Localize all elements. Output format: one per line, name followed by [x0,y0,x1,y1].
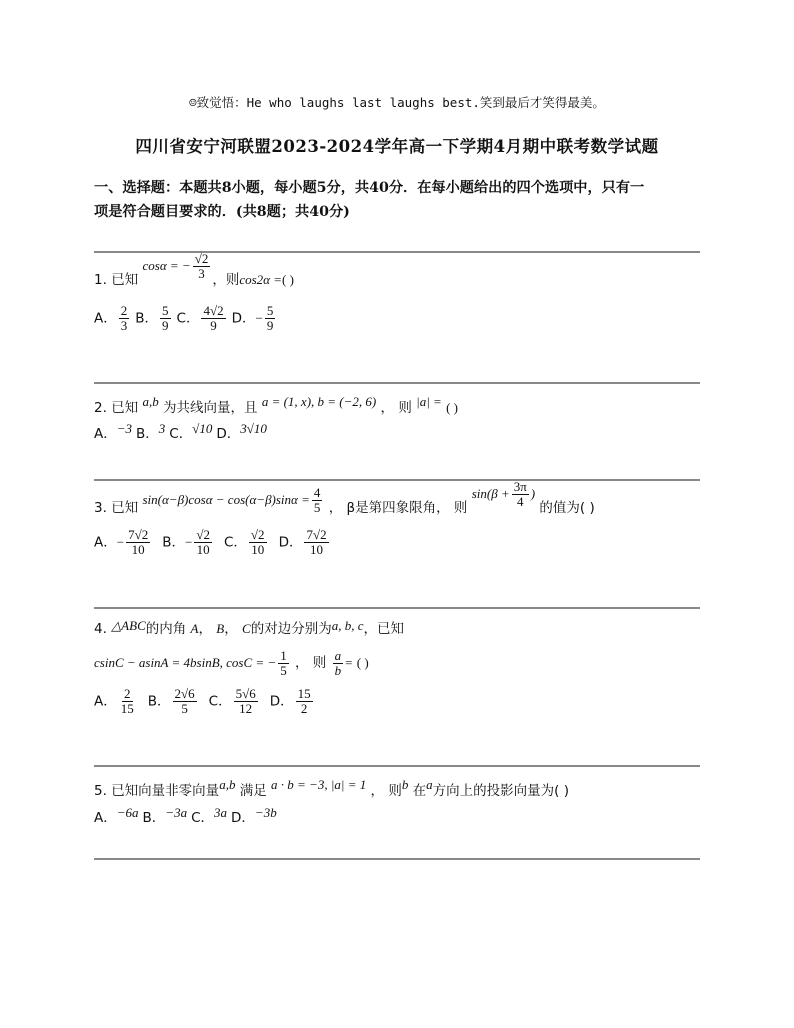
divider [94,858,700,860]
option-c [224,528,269,557]
fraction-denominator: 9 [210,318,217,333]
option-value: 3 [158,421,166,436]
fraction-numerator: 5 [162,303,169,318]
option-label: C． [191,810,215,826]
option-b [136,422,165,442]
option-value: −3a [165,805,188,820]
option-b [135,304,172,333]
fraction-numerator: 2√6 [174,686,195,701]
fraction-denominator: 10 [131,542,145,557]
question-text: ， 则 [370,783,402,799]
vector-b: b [401,777,409,792]
fraction-numerator: 3π [513,478,527,494]
option-c [177,304,228,333]
question-text: ， 则 [295,655,327,671]
fraction-numerator: 2 [124,686,131,701]
options-row [94,422,458,442]
option-label: B． [147,693,171,710]
fraction-numerator: 15 [297,686,311,701]
option-value: −6a [116,805,139,820]
option-label: A． [94,693,117,710]
question-text: 的内角 [145,621,187,637]
angle-a: A [190,621,199,636]
fraction-denominator: 3 [120,318,128,333]
option-value: 3a [214,805,228,820]
option-sign: − [255,310,263,326]
fraction-denominator: 12 [239,701,253,716]
question-text: 已知 [111,500,139,516]
fraction-numerator: 7√2 [306,527,327,542]
page-title: 四川省安宁河联盟2023-2024学年高一下学期4月期中联考数学试题 [135,137,659,156]
fraction-numerator: 5 [266,303,274,318]
answer-paren: ( ) [446,400,459,415]
option-value: 3√10 [240,421,267,436]
equals-sign: = [345,655,353,670]
option-label: A． [94,426,117,442]
fraction-numerator: 7√2 [128,527,149,542]
answer-paren: ( ) [282,272,294,287]
option-label: B． [142,810,166,826]
option-fraction [296,687,313,716]
condition: a · b = −3, |a| = 1 [271,777,367,792]
option-sign: − [116,534,125,550]
option-a [94,806,139,826]
option-label: D． [278,534,303,551]
option-fraction [119,687,136,716]
fraction-denominator: 2 [300,701,308,716]
question-text: 已知向量非零向量 [111,783,220,799]
option-b [148,687,199,716]
condition: csinC − asinA = 4bsinB, cosC = − [94,655,277,670]
option-label: C． [223,534,247,551]
option-label: D． [269,693,294,710]
fraction-numerator: √2 [196,527,210,542]
angle-c: C [242,621,251,636]
question-expression: |a| = [416,394,442,409]
fraction-denominator: 15 [120,701,134,716]
option-c [191,806,227,826]
option-a [94,687,138,716]
option-d [279,528,331,557]
question-4: 4. △ABC的内角 A， B， C的对边分别为a, b, c，已知 csinC − asinA = 4bsinB, cosC = − $\frac{1}{5}$ ， 则 $\frac{a}{b}$ = ( ) A． $\frac{2}{15}$ B． $\frac{2√6}{5}$ C． $\frac{5√6}{12}$ D． $\frac{15}{2}$ [94,618,404,716]
question-expression: ) [530,486,536,501]
options-row [94,528,595,557]
option-label: A． [94,310,117,327]
question-2 [94,394,458,442]
side-names: a, b, c [331,618,364,633]
question-5 [94,778,569,826]
question-number: 2. [94,400,107,416]
triangle-name: △ABC [111,618,146,633]
option-b [162,528,214,557]
option-fraction [173,687,197,716]
option-fraction [126,528,150,557]
options-row [94,304,294,333]
fraction-numerator: √2 [250,527,265,542]
fraction-denominator: 10 [251,542,265,557]
fraction-numerator: 4 [313,484,321,500]
options-row [94,806,569,826]
question-text: 在 [412,783,427,799]
question-text: 已知 [111,400,139,416]
option-label: C． [208,693,232,710]
fraction-denominator: 5 [280,662,287,678]
divider [94,382,700,384]
option-label: D． [231,810,255,826]
option-c [169,422,212,442]
option-label: C． [176,310,200,327]
option-fraction [160,304,171,333]
question-text: 满足 [239,783,267,799]
fraction-denominator: 9 [162,318,169,333]
question-expression: cos2α = [239,272,283,287]
fraction-denominator: 9 [266,318,274,333]
option-label: A． [94,534,117,551]
motto: ☺致觉悟：He who laughs last laughs best.笑到最后才笑得最美。 [189,95,605,110]
condition: a = (1, x), b = (−2, 6) [261,394,377,409]
option-fraction [304,528,328,557]
fraction-denominator: 5 [313,499,321,515]
option-fraction [249,528,267,557]
fraction-denominator: 5 [181,701,188,716]
option-label: D． [216,426,241,442]
divider [94,765,700,767]
fraction-denominator: 4 [516,493,524,509]
condition: sin(α−β)cosα − cos(α−β)sinα = [142,492,310,507]
option-label: A． [94,810,117,826]
option-a [94,528,152,557]
option-d [231,806,277,826]
option-sign: − [185,534,193,550]
option-label: B． [136,426,159,442]
option-value: −3 [116,421,133,436]
question-number: 4. [94,621,107,637]
option-fraction [194,528,212,557]
fraction-numerator: a [334,647,342,663]
fraction-denominator: 3 [198,265,205,281]
question-text: ，已知 [363,621,404,637]
question-number: 3. [94,500,107,516]
option-fraction [234,687,258,716]
section-line-2: 项是符合题目要求的．(共8题；共40分) [94,204,350,220]
fraction-denominator: 10 [196,542,210,557]
question-text: 的值为( ) [539,500,595,516]
option-label: B． [162,534,185,551]
vector-names: a,b [142,394,159,409]
question-number: 1. [94,272,107,288]
option-label: D． [231,310,256,327]
vector-a: a [426,777,433,792]
section-heading [94,176,704,224]
fraction-numerator: 1 [280,647,287,663]
question-number: 5. [94,783,107,799]
fraction-denominator: b [334,662,342,678]
option-fraction [201,304,225,333]
option-label: B． [135,310,159,327]
condition-lhs: cosα = − [142,258,191,273]
fraction-numerator: 4√2 [203,303,224,318]
vector-names: a,b [219,777,236,792]
fraction-numerator: 5√6 [235,686,256,701]
question-text: ，则 [212,272,240,288]
option-label: C． [169,426,193,442]
question-text: 的对边分别为 [250,621,332,637]
question-text: ， β是第四象限角， 则 [328,500,468,516]
divider [94,607,700,609]
question-text: 为共线向量，且 [163,400,258,416]
option-value: √10 [192,421,213,436]
question-1 [94,250,294,333]
question-text: ， 则 [380,400,412,416]
angle-b: B [216,621,225,636]
option-b [143,806,188,826]
option-d [270,687,315,716]
answer-paren: ( ) [356,655,369,670]
option-a [94,304,131,333]
question-text: 已知 [111,272,139,288]
option-fraction [265,304,276,333]
fraction-denominator: 10 [310,542,324,557]
fraction-numerator: 2 [120,303,128,318]
options-row [94,687,404,716]
option-fraction [119,304,130,333]
option-value: −3b [254,805,277,820]
question-text: 方向上的投影向量为( ) [432,783,569,799]
option-d [216,422,267,442]
question-expression: sin(β + [471,486,510,501]
fraction-numerator: √2 [194,250,209,266]
option-a [94,422,132,442]
option-d [232,304,278,333]
option-c [209,687,260,716]
section-line-1: 一、选择题：本题共8小题，每小题5分，共40分．在每小题给出的四个选项中，只有一 [94,180,645,196]
